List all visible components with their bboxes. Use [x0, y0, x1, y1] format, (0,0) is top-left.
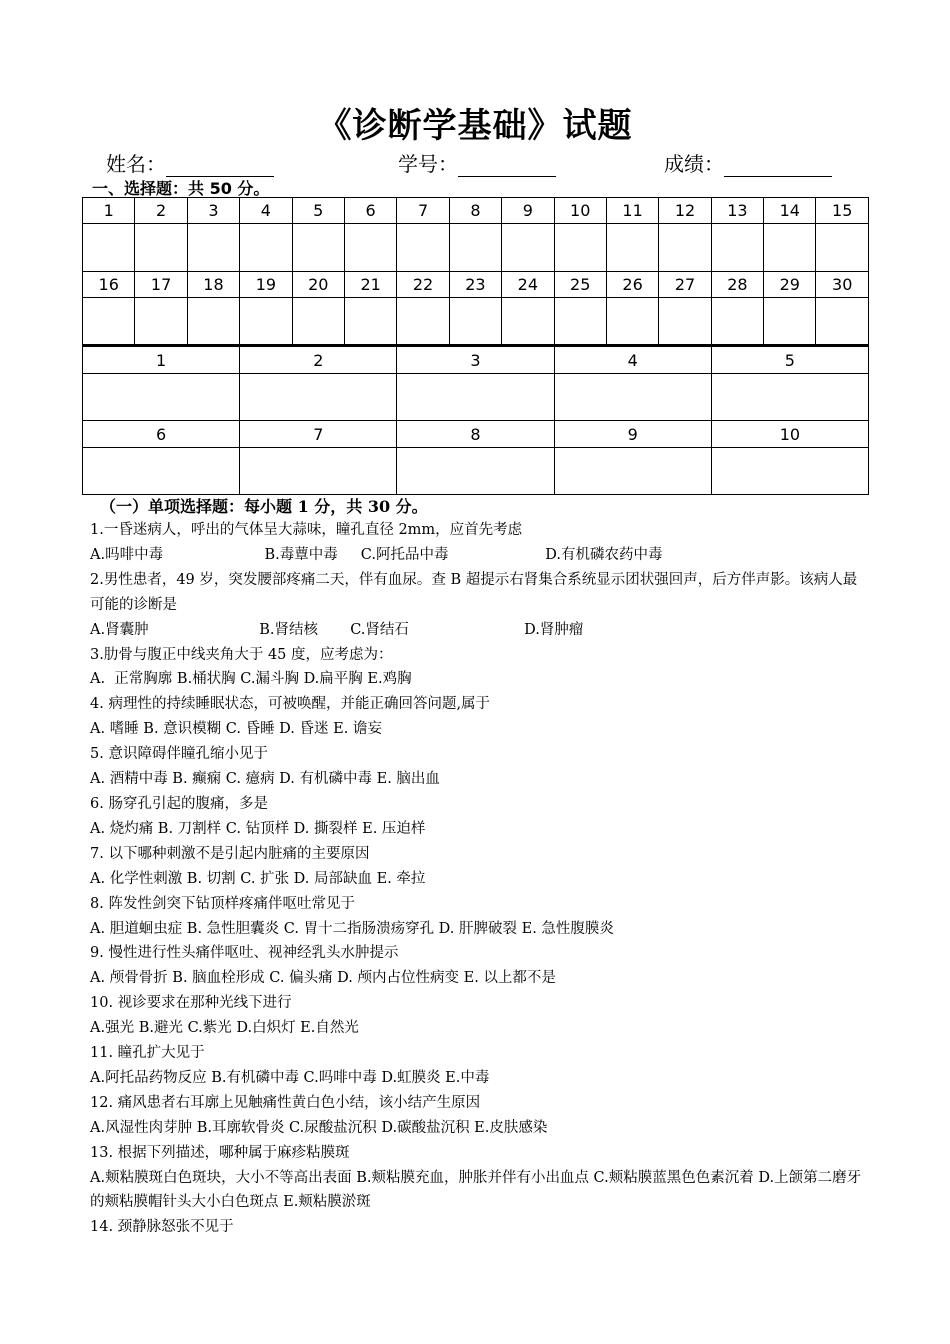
- grid-cell-number: 15: [816, 198, 869, 224]
- question-item: [90, 742, 870, 792]
- question-item: [90, 941, 870, 991]
- section-heading: 一、选择题：共 50 分。: [92, 179, 270, 198]
- grid-cell-number: 6: [344, 198, 396, 224]
- grid-cell-number: 3: [397, 346, 554, 374]
- score-blank[interactable]: [724, 156, 832, 177]
- answer-cell[interactable]: [397, 374, 554, 421]
- answer-cell[interactable]: [83, 224, 135, 272]
- question-options: A. 正常胸廓 B.桶状胸 C.漏斗胸 D.扁平胸 E.鸡胸: [90, 671, 412, 688]
- question-stem: 9. 慢性进行性头痛伴呕吐、视神经乳头水肿提示: [90, 945, 399, 962]
- answer-cell[interactable]: [187, 224, 239, 272]
- score-field[interactable]: [664, 148, 832, 177]
- grid-cell-number: 11: [606, 198, 658, 224]
- question-options: A.风湿性肉芽肿 B.耳廓软骨炎 C.尿酸盐沉积 D.碳酸盐沉积 E.皮肤感染: [90, 1119, 548, 1136]
- grid-cell-number: 14: [764, 198, 816, 224]
- grid-cell-number: 25: [554, 272, 606, 298]
- answer-cell[interactable]: [659, 298, 711, 346]
- grid-cell-number: 4: [240, 198, 292, 224]
- answer-cell[interactable]: [816, 224, 869, 272]
- question-stem: 2.男性患者，49 岁，突发腰部疼痛二天，伴有血尿。查 B 超提示右肾集合系统显示团状强回声，后方伴声影。该病人最可能的诊断是: [90, 571, 858, 613]
- grid-cell-number: 7: [240, 421, 397, 448]
- grid-answer-row: [83, 448, 869, 495]
- grid-cell-number: 20: [292, 272, 344, 298]
- name-field[interactable]: [106, 148, 274, 177]
- question-stem: 10. 视诊要求在那种光线下进行: [90, 995, 292, 1012]
- question-stem: 4. 病理性的持续睡眠状态，可被唤醒，并能正确回答问题,属于: [90, 696, 491, 713]
- question-options: A. 酒精中毒 B. 癫痫 C. 癔病 D. 有机磷中毒 E. 脑出血: [90, 771, 440, 788]
- grid-number-row: [83, 421, 869, 448]
- grid-cell-number: 4: [554, 346, 711, 374]
- answer-cell[interactable]: [135, 298, 187, 346]
- answer-grid-10: [82, 344, 869, 495]
- answer-cell[interactable]: [711, 448, 868, 495]
- grid-cell-number: 2: [135, 198, 187, 224]
- grid-cell-number: 26: [606, 272, 658, 298]
- answer-cell[interactable]: [502, 224, 554, 272]
- question-options: A.强光 B.避光 C.紫光 D.白炽灯 E.自然光: [90, 1020, 359, 1037]
- question-options: A.阿托品药物反应 B.有机磷中毒 C.吗啡中毒 D.虹膜炎 E.中毒: [90, 1069, 490, 1086]
- answer-grid-30: [82, 197, 869, 346]
- question-item: [90, 568, 870, 643]
- grid-cell-number: 10: [554, 198, 606, 224]
- answer-cell[interactable]: [554, 374, 711, 421]
- question-options: A.颊粘膜斑白色斑块，大小不等高出表面 B.颊粘膜充血，肿胀并伴有小出血点 C.颊粘膜蓝黑色色素沉着 D.上颌第二磨牙的颊粘膜帽针头大小白色斑点 E.颊粘膜淤斑: [90, 1169, 862, 1211]
- grid-cell-number: 6: [83, 421, 240, 448]
- answer-cell[interactable]: [397, 448, 554, 495]
- answer-cell[interactable]: [187, 298, 239, 346]
- grid-cell-number: 21: [344, 272, 396, 298]
- question-options: A. 烧灼痛 B. 刀割样 C. 钻顶样 D. 撕裂样 E. 压迫样: [90, 820, 426, 837]
- student-id-field[interactable]: [398, 148, 556, 177]
- grid-cell-number: 5: [711, 346, 868, 374]
- grid-cell-number: 22: [397, 272, 449, 298]
- name-label: 姓名：: [106, 152, 166, 176]
- answer-cell[interactable]: [764, 298, 816, 346]
- answer-cell[interactable]: [554, 448, 711, 495]
- name-blank[interactable]: [166, 156, 274, 177]
- answer-cell[interactable]: [449, 298, 501, 346]
- answer-cell[interactable]: [816, 298, 869, 346]
- grid-cell-number: 9: [554, 421, 711, 448]
- answer-cell[interactable]: [554, 224, 606, 272]
- grid-cell-number: 10: [711, 421, 868, 448]
- grid-answer-row: [83, 298, 869, 346]
- grid-cell-number: 17: [135, 272, 187, 298]
- answer-cell[interactable]: [344, 224, 396, 272]
- question-options: A. 胆道蛔虫症 B. 急性胆囊炎 C. 胃十二指肠溃疡穿孔 D. 肝脾破裂 E. 急性腹膜炎: [90, 920, 614, 937]
- answer-cell[interactable]: [449, 224, 501, 272]
- question-item: [90, 518, 870, 568]
- question-stem: 5. 意识障碍伴瞳孔缩小见于: [90, 746, 268, 763]
- answer-cell[interactable]: [554, 298, 606, 346]
- question-stem: 7. 以下哪种刺激不是引起内脏痛的主要原因: [90, 845, 370, 862]
- question-stem: 3.肋骨与腹正中线夹角大于 45 度，应考虑为：: [90, 646, 393, 663]
- question-stem: 6. 肠穿孔引起的腹痛，多是: [90, 795, 268, 812]
- question-options: A.肾囊肿 B.肾结核 C.肾结石 D.肾肿瘤: [90, 621, 584, 638]
- answer-cell[interactable]: [83, 448, 240, 495]
- answer-cell[interactable]: [240, 298, 292, 346]
- question-stem: 12. 痛风患者右耳廓上见触痛性黄白色小结，该小结产生原因: [90, 1094, 481, 1111]
- question-item: [90, 643, 870, 693]
- student-info-row: [0, 148, 950, 174]
- grid-cell-number: 7: [397, 198, 449, 224]
- answer-cell[interactable]: [502, 298, 554, 346]
- grid-cell-number: 29: [764, 272, 816, 298]
- question-stem: 13. 根据下列描述，哪种属于麻疹粘膜斑: [90, 1144, 350, 1161]
- question-item: [90, 1041, 870, 1091]
- grid-cell-number: 5: [292, 198, 344, 224]
- grid-number-row: [83, 346, 869, 374]
- question-stem: 14. 颈静脉怒张不见于: [90, 1219, 234, 1236]
- answer-cell[interactable]: [240, 224, 292, 272]
- question-item: [90, 991, 870, 1041]
- question-item: [90, 892, 870, 942]
- grid-cell-number: 8: [397, 421, 554, 448]
- student-id-blank[interactable]: [458, 156, 556, 177]
- answer-cell[interactable]: [764, 224, 816, 272]
- answer-cell[interactable]: [240, 374, 397, 421]
- question-options: A. 化学性刺激 B. 切割 C. 扩张 D. 局部缺血 E. 牵拉: [90, 870, 426, 887]
- grid-cell-number: 1: [83, 346, 240, 374]
- grid-answer-row: [83, 374, 869, 421]
- grid-cell-number: 12: [659, 198, 711, 224]
- answer-cell[interactable]: [711, 374, 868, 421]
- answer-cell[interactable]: [292, 298, 344, 346]
- student-id-label: 学号：: [398, 152, 458, 176]
- single-choice-heading: （一）单项选择题：每小题 1 分，共 30 分。: [100, 497, 428, 516]
- grid-cell-number: 27: [659, 272, 711, 298]
- question-item: [90, 792, 870, 842]
- answer-cell[interactable]: [397, 298, 449, 346]
- grid-cell-number: 13: [711, 198, 763, 224]
- answer-cell[interactable]: [292, 224, 344, 272]
- grid-cell-number: 24: [502, 272, 554, 298]
- question-item: [90, 842, 870, 892]
- answer-cell[interactable]: [397, 224, 449, 272]
- grid-cell-number: 23: [449, 272, 501, 298]
- question-stem: 1.一昏迷病人，呼出的气体呈大蒜味，瞳孔直径 2mm，应首先考虑: [90, 522, 523, 538]
- grid-cell-number: 2: [240, 346, 397, 374]
- question-stem: 11. 瞳孔扩大见于: [90, 1045, 205, 1062]
- answer-cell[interactable]: [659, 224, 711, 272]
- grid-cell-number: 28: [711, 272, 763, 298]
- grid-cell-number: 8: [449, 198, 501, 224]
- grid-cell-number: 9: [502, 198, 554, 224]
- answer-cell[interactable]: [83, 374, 240, 421]
- answer-cell[interactable]: [344, 298, 396, 346]
- question-item: [90, 1215, 870, 1240]
- answer-cell[interactable]: [711, 298, 763, 346]
- document-title: 《诊断学基础》试题: [317, 106, 633, 146]
- question-list: [90, 518, 870, 1240]
- question-options: A. 颅骨骨折 B. 脑血栓形成 C. 偏头痛 D. 颅内占位性病变 E. 以上都不是: [90, 970, 556, 987]
- score-label: 成绩：: [664, 152, 724, 176]
- answer-cell[interactable]: [240, 448, 397, 495]
- question-options: A.吗啡中毒 B.毒蕈中毒 C.阿托品中毒 D.有机磷农药中毒: [90, 546, 663, 563]
- grid-cell-number: 16: [83, 272, 135, 298]
- question-stem: 8. 阵发性剑突下钻顶样疼痛伴呕吐常见于: [90, 895, 355, 912]
- question-item: [90, 692, 870, 742]
- answer-cell[interactable]: [606, 298, 658, 346]
- grid-number-row: [83, 198, 869, 224]
- grid-cell-number: 30: [816, 272, 869, 298]
- grid-number-row: [83, 272, 869, 298]
- answer-cell[interactable]: [711, 224, 763, 272]
- question-item: [90, 1141, 870, 1216]
- answer-cell[interactable]: [83, 298, 135, 346]
- answer-cell[interactable]: [606, 224, 658, 272]
- grid-cell-number: 3: [187, 198, 239, 224]
- grid-cell-number: 19: [240, 272, 292, 298]
- grid-cell-number: 18: [187, 272, 239, 298]
- answer-cell[interactable]: [135, 224, 187, 272]
- question-item: [90, 1091, 870, 1141]
- question-options: A. 嗜睡 B. 意识模糊 C. 昏睡 D. 昏迷 E. 谵妄: [90, 721, 382, 738]
- grid-cell-number: 1: [83, 198, 135, 224]
- grid-answer-row: [83, 224, 869, 272]
